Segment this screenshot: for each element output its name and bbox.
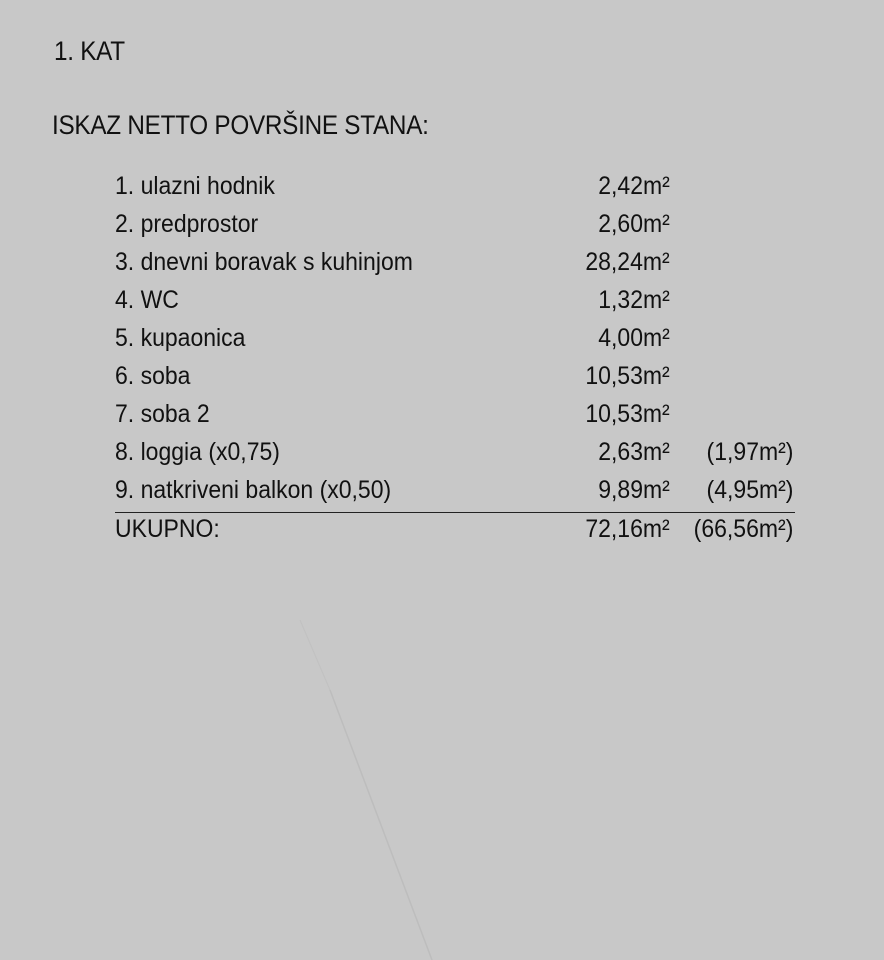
room-name: 1. ulazni hodnik — [115, 172, 275, 200]
room-area: 10,53m² — [585, 400, 670, 428]
room-area: 4,00m² — [598, 324, 670, 352]
table-row — [115, 248, 795, 286]
room-name: 6. soba — [115, 362, 191, 390]
room-name: 7. soba 2 — [115, 400, 210, 428]
room-area: 2,60m² — [598, 210, 670, 238]
room-area: 9,89m² — [598, 476, 670, 504]
room-name: 4. WC — [115, 286, 179, 314]
total-row — [115, 515, 795, 553]
room-reduced-area: (4,95m²) — [706, 476, 793, 504]
room-area: 2,63m² — [598, 438, 670, 466]
page-heading: ISKAZ NETTO POVRŠINE STANA: — [52, 110, 429, 140]
table-row — [115, 172, 795, 210]
room-area: 2,42m² — [598, 172, 670, 200]
room-name: 5. kupaonica — [115, 324, 246, 352]
table-row — [115, 400, 795, 438]
table-row — [115, 362, 795, 400]
room-name: 9. natkriveni balkon (x0,50) — [115, 476, 392, 504]
room-reduced-area: (1,97m²) — [706, 438, 793, 466]
room-name: 2. predprostor — [115, 210, 259, 238]
table-row — [115, 286, 795, 324]
table-row — [115, 438, 795, 476]
room-area: 28,24m² — [585, 248, 670, 276]
table-row — [115, 476, 795, 513]
table-row — [115, 210, 795, 248]
area-table — [115, 172, 795, 553]
room-area: 1,32m² — [598, 286, 670, 314]
total-reduced-area: (66,56m²) — [693, 515, 793, 543]
room-name: 3. dnevni boravak s kuhinjom — [115, 248, 413, 276]
floor-label: 1. KAT — [54, 36, 125, 66]
total-area: 72,16m² — [585, 515, 670, 543]
table-row — [115, 324, 795, 362]
room-name: 8. loggia (x0,75) — [115, 438, 280, 466]
room-area: 10,53m² — [585, 362, 670, 390]
total-label: UKUPNO: — [115, 515, 220, 543]
